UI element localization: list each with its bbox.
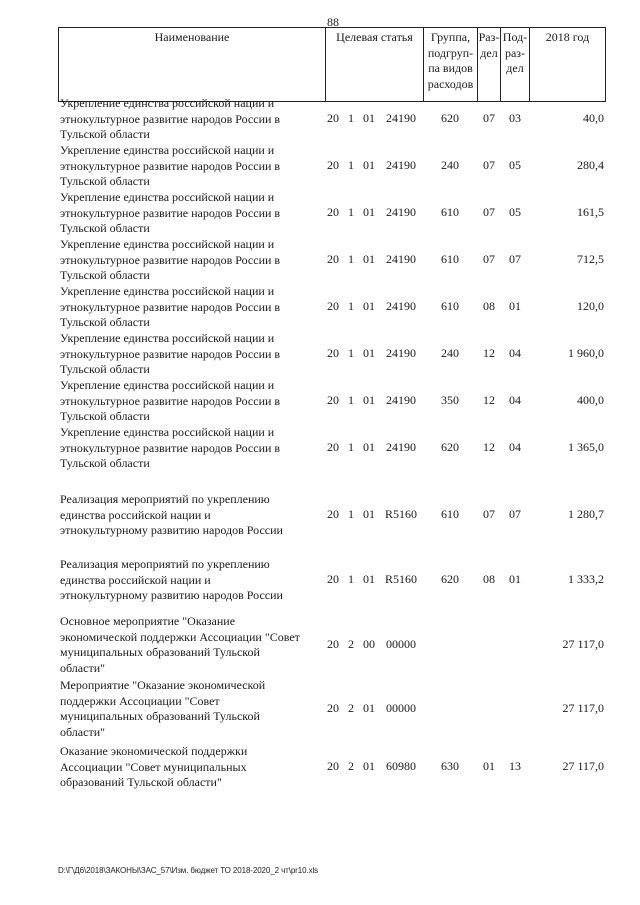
row-name-line: Оказание экономической поддержки [60,744,248,758]
target-code-3: 01 [363,440,375,454]
row-name [60,492,318,539]
row-name-line: этнокультурное развитие народов России в [60,111,281,126]
header-name: Наименование [58,28,325,101]
amount: 1 365,0 [568,440,604,454]
expense-group: 620 [441,111,459,125]
row-name-line: поддержки Ассоциации "Совет [60,693,220,708]
target-code-1: 20 [327,299,339,313]
row-name-line: экономической поддержки Ассоциации "Совет [60,629,300,644]
row-name-line: области" [60,660,106,675]
row-name-line: единства российской нации и [60,507,211,522]
target-code-3: 01 [363,346,375,360]
target-code-1: 20 [327,205,339,219]
subsection: 03 [509,111,521,125]
row-name [60,425,318,472]
target-code-3: 01 [363,759,375,773]
row-name-line: этнокультурному развитию народов России [60,588,283,602]
target-code-4: 24190 [386,346,416,360]
row-name-line: области" [60,724,106,739]
row-name [60,331,318,378]
amount: 27 117,0 [562,637,604,651]
amount: 40,0 [583,111,604,125]
expense-group: 240 [441,158,459,172]
target-code-2: 1 [348,440,354,454]
target-code-4: 24190 [386,299,416,313]
header-group-line: Группа, [430,30,471,44]
subsection: 13 [509,759,521,773]
target-code-4: 24190 [386,440,416,454]
subsection: 07 [509,507,521,521]
amount: 1 960,0 [568,346,604,360]
row-name-line: Тульской области [60,127,150,141]
subsection: 04 [509,393,521,407]
target-code-1: 20 [327,111,339,125]
target-code-3: 01 [363,701,375,715]
row-name [60,190,318,237]
row-name [60,378,318,425]
header-section-line: Раз- [478,30,500,44]
target-code-2: 1 [348,572,354,586]
row-name [60,557,318,604]
row-name-line: этнокультурное развитие народов России в [60,158,281,173]
amount: 1 333,2 [568,572,604,586]
row-name-line: Тульской области [60,221,150,235]
subsection: 04 [509,440,521,454]
target-code-2: 1 [348,205,354,219]
subsection: 05 [509,158,521,172]
target-code-2: 1 [348,111,354,125]
target-code-4: 24190 [386,111,416,125]
subsection: 04 [509,346,521,360]
section: 07 [483,111,495,125]
table-header [58,27,606,102]
row-name [60,744,318,791]
target-code-4: 60980 [386,759,416,773]
expense-group: 240 [441,346,459,360]
subsection: 05 [509,205,521,219]
row-name-line: Укрепление единства российской нации и [60,378,275,392]
target-code-1: 20 [327,572,339,586]
row-name-line: этнокультурному развитию народов России [60,523,283,537]
budget-table [58,27,606,789]
row-name-line: этнокультурное развитие народов России в [60,205,281,220]
amount: 120,0 [577,299,604,313]
row-name-line: Тульской области [60,456,150,470]
row-name-line: Мероприятие "Оказание экономической [60,678,266,692]
row-name-line: Тульской области [60,362,150,376]
target-code-4: 00000 [386,701,416,715]
header-year-2018: 2018 год [529,28,606,101]
row-name-line: этнокультурное развитие народов России в [60,440,281,455]
target-code-4: R5160 [384,507,417,521]
expense-group: 350 [441,393,459,407]
target-code-3: 00 [363,637,375,651]
section: 12 [483,393,495,407]
row-name-line: Тульской области [60,268,150,282]
amount: 27 117,0 [562,701,604,715]
header-section-line: дел [480,45,498,60]
header-group-line: па видов [428,61,473,75]
target-code-1: 20 [327,637,339,651]
section: 07 [483,205,495,219]
row-name-line: образований Тульской области" [60,775,222,789]
amount: 712,5 [577,252,604,266]
target-code-3: 01 [363,299,375,313]
expense-group: 610 [441,252,459,266]
section: 08 [483,299,495,313]
row-name-line: Тульской области [60,315,150,329]
amount: 400,0 [577,393,604,407]
section: 01 [483,759,495,773]
target-code-4: 00000 [386,637,416,651]
section: 08 [483,572,495,586]
header-group-line: расходов [427,76,474,91]
row-name [60,284,318,331]
section: 12 [483,440,495,454]
expense-group: 620 [441,440,459,454]
target-code-1: 20 [327,346,339,360]
target-code-2: 1 [348,158,354,172]
header-subsection [500,28,529,101]
target-code-1: 20 [327,252,339,266]
target-code-4: 24190 [386,205,416,219]
target-code-2: 1 [348,393,354,407]
row-name-line: этнокультурное развитие народов России в [60,299,281,314]
row-name-line: Укрепление единства российской нации и [60,425,275,439]
row-name-line: Тульской области [60,409,150,423]
header-expense-group [423,28,477,101]
target-code-3: 01 [363,205,375,219]
subsection: 01 [509,299,521,313]
section: 07 [483,158,495,172]
row-name-line: этнокультурное развитие народов России в [60,393,281,408]
target-code-4: R5160 [384,572,417,586]
target-code-2: 1 [348,299,354,313]
target-code-2: 1 [348,346,354,360]
file-path-footer: D:\Г\Д6\2018\ЗАКОНЫ\ЗАС_57\Изм. бюджет ТО 2018-2020_2 чт\pr10.xls [58,866,319,875]
row-name-line: Укрепление единства российской нации и [60,143,275,157]
row-name-line: Укрепление единства российской нации и [60,331,275,345]
row-name-line: Укрепление единства российской нации и [60,190,275,204]
expense-group: 620 [441,572,459,586]
row-name-line: Основное мероприятие "Оказание [60,614,236,628]
row-name-line: Ассоциации "Совет муниципальных [60,759,247,774]
row-name-line: муниципальных образований Тульской [60,645,260,659]
section: 12 [483,346,495,360]
target-code-2: 2 [348,701,354,715]
expense-group: 630 [441,759,459,773]
target-code-4: 24190 [386,393,416,407]
expense-group: 610 [441,507,459,521]
row-name-line: Укрепление единства российской нации и [60,237,275,251]
header-subsection-line: Под- [502,30,528,44]
amount: 1 280,7 [568,507,604,521]
row-name-line: Укрепление единства российской нации и [60,284,275,298]
target-code-3: 01 [363,111,375,125]
target-code-2: 2 [348,759,354,773]
header-subsection-line: раз- [504,45,526,60]
row-name-line: Тульской области [60,174,150,188]
target-code-4: 24190 [386,158,416,172]
target-code-4: 24190 [386,252,416,266]
expense-group: 610 [441,299,459,313]
row-name [60,96,318,143]
target-code-1: 20 [327,158,339,172]
amount: 161,5 [577,205,604,219]
target-code-1: 20 [327,759,339,773]
row-name [60,143,318,190]
row-name-line: этнокультурное развитие народов России в [60,346,281,361]
section: 07 [483,507,495,521]
row-name-line: Реализация мероприятий по укреплению [60,557,270,571]
amount: 280,4 [577,158,604,172]
row-name [60,678,318,740]
subsection: 07 [509,252,521,266]
amount: 27 117,0 [562,759,604,773]
expense-group: 610 [441,205,459,219]
subsection: 01 [509,572,521,586]
row-name [60,237,318,284]
target-code-1: 20 [327,507,339,521]
header-group-line: подгруп- [427,45,474,60]
target-code-3: 01 [363,252,375,266]
target-code-3: 01 [363,507,375,521]
row-name-line: муниципальных образований Тульской [60,709,260,723]
target-code-1: 20 [327,393,339,407]
row-name-line: Укрепление единства российской нации и [60,96,275,110]
header-target-article: Целевая статья [325,28,423,101]
target-code-2: 2 [348,637,354,651]
target-code-3: 01 [363,158,375,172]
row-name [60,614,318,676]
target-code-2: 1 [348,507,354,521]
page-number: 88 [327,15,339,29]
row-name-line: единства российской нации и [60,572,211,587]
target-code-2: 1 [348,252,354,266]
target-code-3: 01 [363,572,375,586]
target-code-1: 20 [327,440,339,454]
target-code-1: 20 [327,701,339,715]
header-subsection-line: дел [506,61,524,75]
target-code-3: 01 [363,393,375,407]
header-section [477,28,500,101]
row-name-line: Реализация мероприятий по укреплению [60,492,270,506]
row-name-line: этнокультурное развитие народов России в [60,252,281,267]
section: 07 [483,252,495,266]
